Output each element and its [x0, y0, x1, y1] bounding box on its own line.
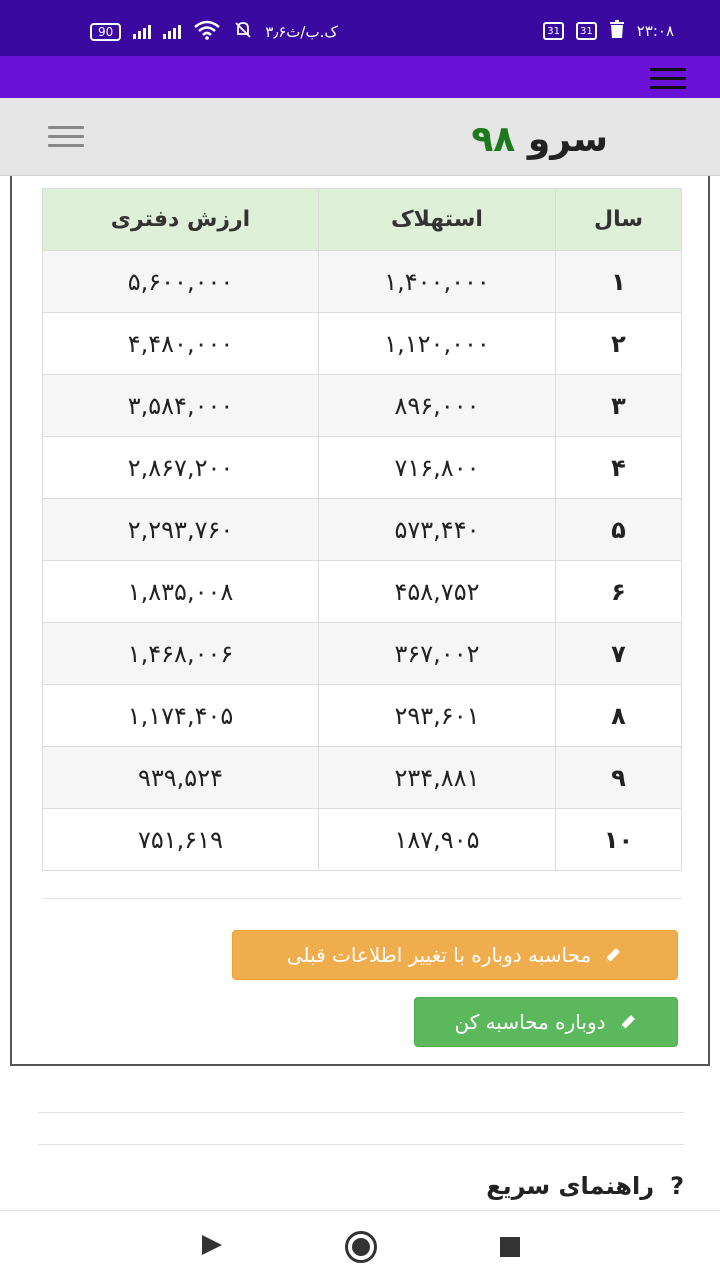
cell-book-value: ۳,۵۸۴,۰۰۰	[43, 375, 319, 437]
pencil-icon	[618, 1012, 638, 1032]
calendar-icon-label-2: 31	[579, 25, 593, 37]
home-icon[interactable]	[345, 1231, 377, 1263]
divider	[38, 1144, 684, 1145]
cell-book-value: ۴,۴۸۰,۰۰۰	[43, 313, 319, 375]
signal-icon	[133, 25, 151, 39]
table-row	[43, 623, 682, 685]
wifi-icon	[193, 20, 221, 44]
cell-year: ۶	[556, 561, 682, 623]
table-row	[43, 375, 682, 437]
cell-year: ۱۰	[556, 809, 682, 871]
signal-icon-2	[163, 25, 181, 39]
pencil-icon	[603, 945, 623, 965]
battery-icon	[90, 23, 121, 41]
cell-book-value: ۵,۶۰۰,۰۰۰	[43, 251, 319, 313]
recalc-button[interactable]	[414, 997, 678, 1047]
table-row	[43, 499, 682, 561]
table-row	[43, 251, 682, 313]
cell-depreciation: ۲۳۴,۸۸۱	[319, 747, 556, 809]
brand-logo[interactable]	[471, 120, 608, 160]
cell-year: ۹	[556, 747, 682, 809]
divider	[42, 898, 682, 899]
status-speed: ۳٫۶ک.ب/ث	[265, 23, 338, 41]
brand-text: سرو	[527, 119, 608, 160]
table-header-row	[43, 189, 682, 251]
cell-depreciation: ۷۱۶,۸۰۰	[319, 437, 556, 499]
app-bar	[0, 56, 720, 98]
calendar-icon	[543, 22, 564, 40]
table-row	[43, 685, 682, 747]
cell-book-value: ۲,۸۶۷,۲۰۰	[43, 437, 319, 499]
quick-guide-heading[interactable]	[486, 1172, 684, 1200]
cell-year: ۸	[556, 685, 682, 747]
cell-book-value: ۱,۱۷۴,۴۰۵	[43, 685, 319, 747]
status-bar-left	[90, 20, 338, 44]
calendar-icon-2	[576, 22, 597, 40]
cell-year: ۳	[556, 375, 682, 437]
menu-icon[interactable]	[650, 68, 686, 89]
status-time: ۲۳:۰۸	[636, 22, 674, 40]
cell-depreciation: ۲۹۳,۶۰۱	[319, 685, 556, 747]
table-row	[43, 747, 682, 809]
calendar-icon-label: 31	[547, 25, 560, 37]
battery-level: 90	[98, 25, 114, 39]
recalc-with-previous-label: محاسبه دوباره با تغییر اطلاعات قبلی	[286, 943, 592, 967]
cell-depreciation: ۱,۴۰۰,۰۰۰	[319, 251, 556, 313]
quick-guide-title: راهنمای سریع	[486, 1172, 655, 1200]
recalc-with-previous-button[interactable]	[232, 930, 678, 980]
cell-year: ۴	[556, 437, 682, 499]
site-header	[0, 98, 720, 176]
table-row	[43, 313, 682, 375]
table-row	[43, 809, 682, 871]
header-year: سال	[556, 189, 682, 251]
cell-year: ۵	[556, 499, 682, 561]
table-row	[43, 437, 682, 499]
back-icon[interactable]	[202, 1235, 222, 1255]
cell-book-value: ۲,۲۹۳,۷۶۰	[43, 499, 319, 561]
recalc-label: دوباره محاسبه کن	[454, 1010, 606, 1034]
result-card	[10, 176, 710, 1066]
recent-apps-icon[interactable]	[500, 1237, 520, 1257]
header-depreciation: استهلاک	[319, 189, 556, 251]
status-bar	[0, 0, 720, 56]
system-nav-bar	[0, 1210, 720, 1280]
question-icon: ?	[670, 1172, 684, 1200]
cell-year: ۷	[556, 623, 682, 685]
brand-number: ۹۸	[471, 119, 516, 160]
cell-depreciation: ۱,۱۲۰,۰۰۰	[319, 313, 556, 375]
cell-depreciation: ۳۶۷,۰۰۲	[319, 623, 556, 685]
cell-book-value: ۱,۸۳۵,۰۰۸	[43, 561, 319, 623]
trash-icon	[609, 20, 625, 42]
cell-depreciation: ۴۵۸,۷۵۲	[319, 561, 556, 623]
depreciation-table	[42, 188, 682, 871]
muted-bell-icon	[233, 20, 253, 44]
cell-year: ۱	[556, 251, 682, 313]
status-bar-right	[543, 20, 674, 42]
cell-book-value: ۷۵۱,۶۱۹	[43, 809, 319, 871]
table-row	[43, 561, 682, 623]
divider	[38, 1112, 684, 1113]
header-book-value: ارزش دفتری	[43, 189, 319, 251]
hamburger-icon[interactable]	[48, 126, 84, 147]
cell-depreciation: ۸۹۶,۰۰۰	[319, 375, 556, 437]
cell-depreciation: ۵۷۳,۴۴۰	[319, 499, 556, 561]
cell-book-value: ۱,۴۶۸,۰۰۶	[43, 623, 319, 685]
cell-depreciation: ۱۸۷,۹۰۵	[319, 809, 556, 871]
cell-book-value: ۹۳۹,۵۲۴	[43, 747, 319, 809]
cell-year: ۲	[556, 313, 682, 375]
